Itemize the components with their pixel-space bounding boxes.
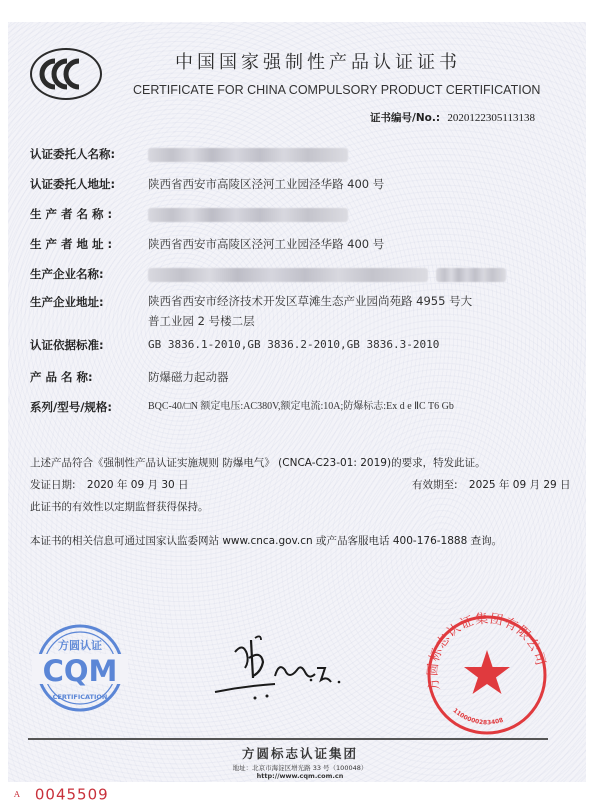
issue-date-value: 2020 年 09 月 30 日 — [86, 479, 189, 491]
field-factory-address — [30, 291, 472, 331]
field-label: 生产企业地址: — [30, 295, 104, 309]
cqm-main-text: CQM — [42, 654, 118, 688]
cqm-bottom-text: CERTIFICATION — [52, 693, 108, 701]
field-label: 生产企业名称: — [30, 267, 104, 281]
title-chinese: 中国国家强制性产品认证证书 — [175, 52, 461, 73]
certificate-number — [370, 110, 535, 125]
field-label: 认证委托人名称: — [30, 147, 116, 161]
field-label: 产 品 名 称: — [30, 370, 93, 384]
field-manufacturer-name — [30, 203, 348, 225]
field-value-redacted — [148, 143, 348, 165]
field-manufacturer-address — [30, 233, 384, 255]
field-value: BQC-40/□N 额定电压:AC380V,额定电流:10A;防爆标志:Ex d e ⅡC T6 Gb — [148, 401, 454, 412]
issue-date-label: 发证日期: — [30, 479, 76, 491]
query-note: 本证书的相关信息可通过国家认监委网站 www.cnca.gov.cn 或产品客服电话 400-176-1888 查询。 — [30, 535, 503, 547]
field-value-redacted — [148, 263, 506, 285]
issue-date — [30, 477, 189, 492]
field-applicant-name — [30, 143, 348, 165]
field-label: 系列/型号/规格: — [30, 400, 112, 414]
field-product-name — [30, 366, 229, 388]
field-value-line2: 普工业园 2 号楼二层 — [148, 314, 255, 328]
ccc-logo-icon — [30, 48, 102, 100]
expiry-date — [412, 477, 571, 492]
seal-text: 方圆标志认证集团有限公司 — [425, 612, 548, 693]
validity-note: 此证书的有效性以定期监督获得保持。 — [30, 501, 209, 513]
field-value-line1: 陕西省西安市经济技术开发区草滩生态产业园尚苑路 4955 号大 — [148, 294, 473, 308]
field-value: 防爆磁力起动器 — [148, 370, 229, 384]
expiry-date-value: 2025 年 09 月 29 日 — [468, 479, 571, 491]
field-label: 认证依据标准: — [30, 338, 104, 352]
certificate-number-label: 证书编号/No.: — [370, 112, 441, 124]
cqm-top-text: 方圆认证 — [58, 639, 102, 652]
footer-divider — [28, 738, 548, 740]
footer-url: http://www.cqm.com.cn — [256, 772, 344, 780]
company-seal — [422, 612, 552, 738]
field-applicant-address — [30, 173, 384, 195]
certificate-number-value: 2020122305113138 — [447, 112, 535, 124]
field-value-redacted — [148, 203, 348, 225]
compliance-statement: 上述产品符合《强制性产品认证实施规则 防爆电气》 (CNCA-C23-01: 2019)的要求，特发此证。 — [30, 457, 486, 469]
title-english: CERTIFICATE FOR CHINA COMPULSORY PRODUCT CERTIFICATION — [133, 83, 541, 97]
cqm-certification-logo — [32, 623, 128, 713]
field-label: 认证委托人地址: — [30, 177, 116, 191]
serial-value: 0045509 — [34, 785, 109, 800]
field-label: 生 产 者 地 址 : — [30, 237, 113, 251]
seal-number: 1100000283408 — [451, 707, 505, 727]
signature — [205, 630, 365, 705]
field-value: GB 3836.1-2010,GB 3836.2-2010,GB 3836.3-2010 — [148, 338, 440, 351]
serial-prefix: A — [14, 790, 20, 799]
field-factory-name — [30, 263, 506, 285]
field-label: 生 产 者 名 称 : — [30, 207, 113, 221]
field-model-spec — [30, 396, 454, 418]
field-value: 陕西省西安市高陵区泾河工业园泾华路 400 号 — [148, 237, 385, 251]
field-value — [148, 291, 472, 331]
field-standards — [30, 334, 439, 356]
expiry-date-label: 有效期至: — [412, 479, 458, 491]
svg-text:1100000283408 — [451, 707, 504, 726]
footer-organization: 方圆标志认证集团 — [241, 746, 358, 761]
serial-number — [14, 784, 109, 800]
footer-address: 地址：北京市海淀区增光路 33 号（100048） — [232, 764, 368, 772]
field-value: 陕西省西安市高陵区泾河工业园泾华路 400 号 — [148, 177, 385, 191]
star-icon — [464, 650, 510, 694]
